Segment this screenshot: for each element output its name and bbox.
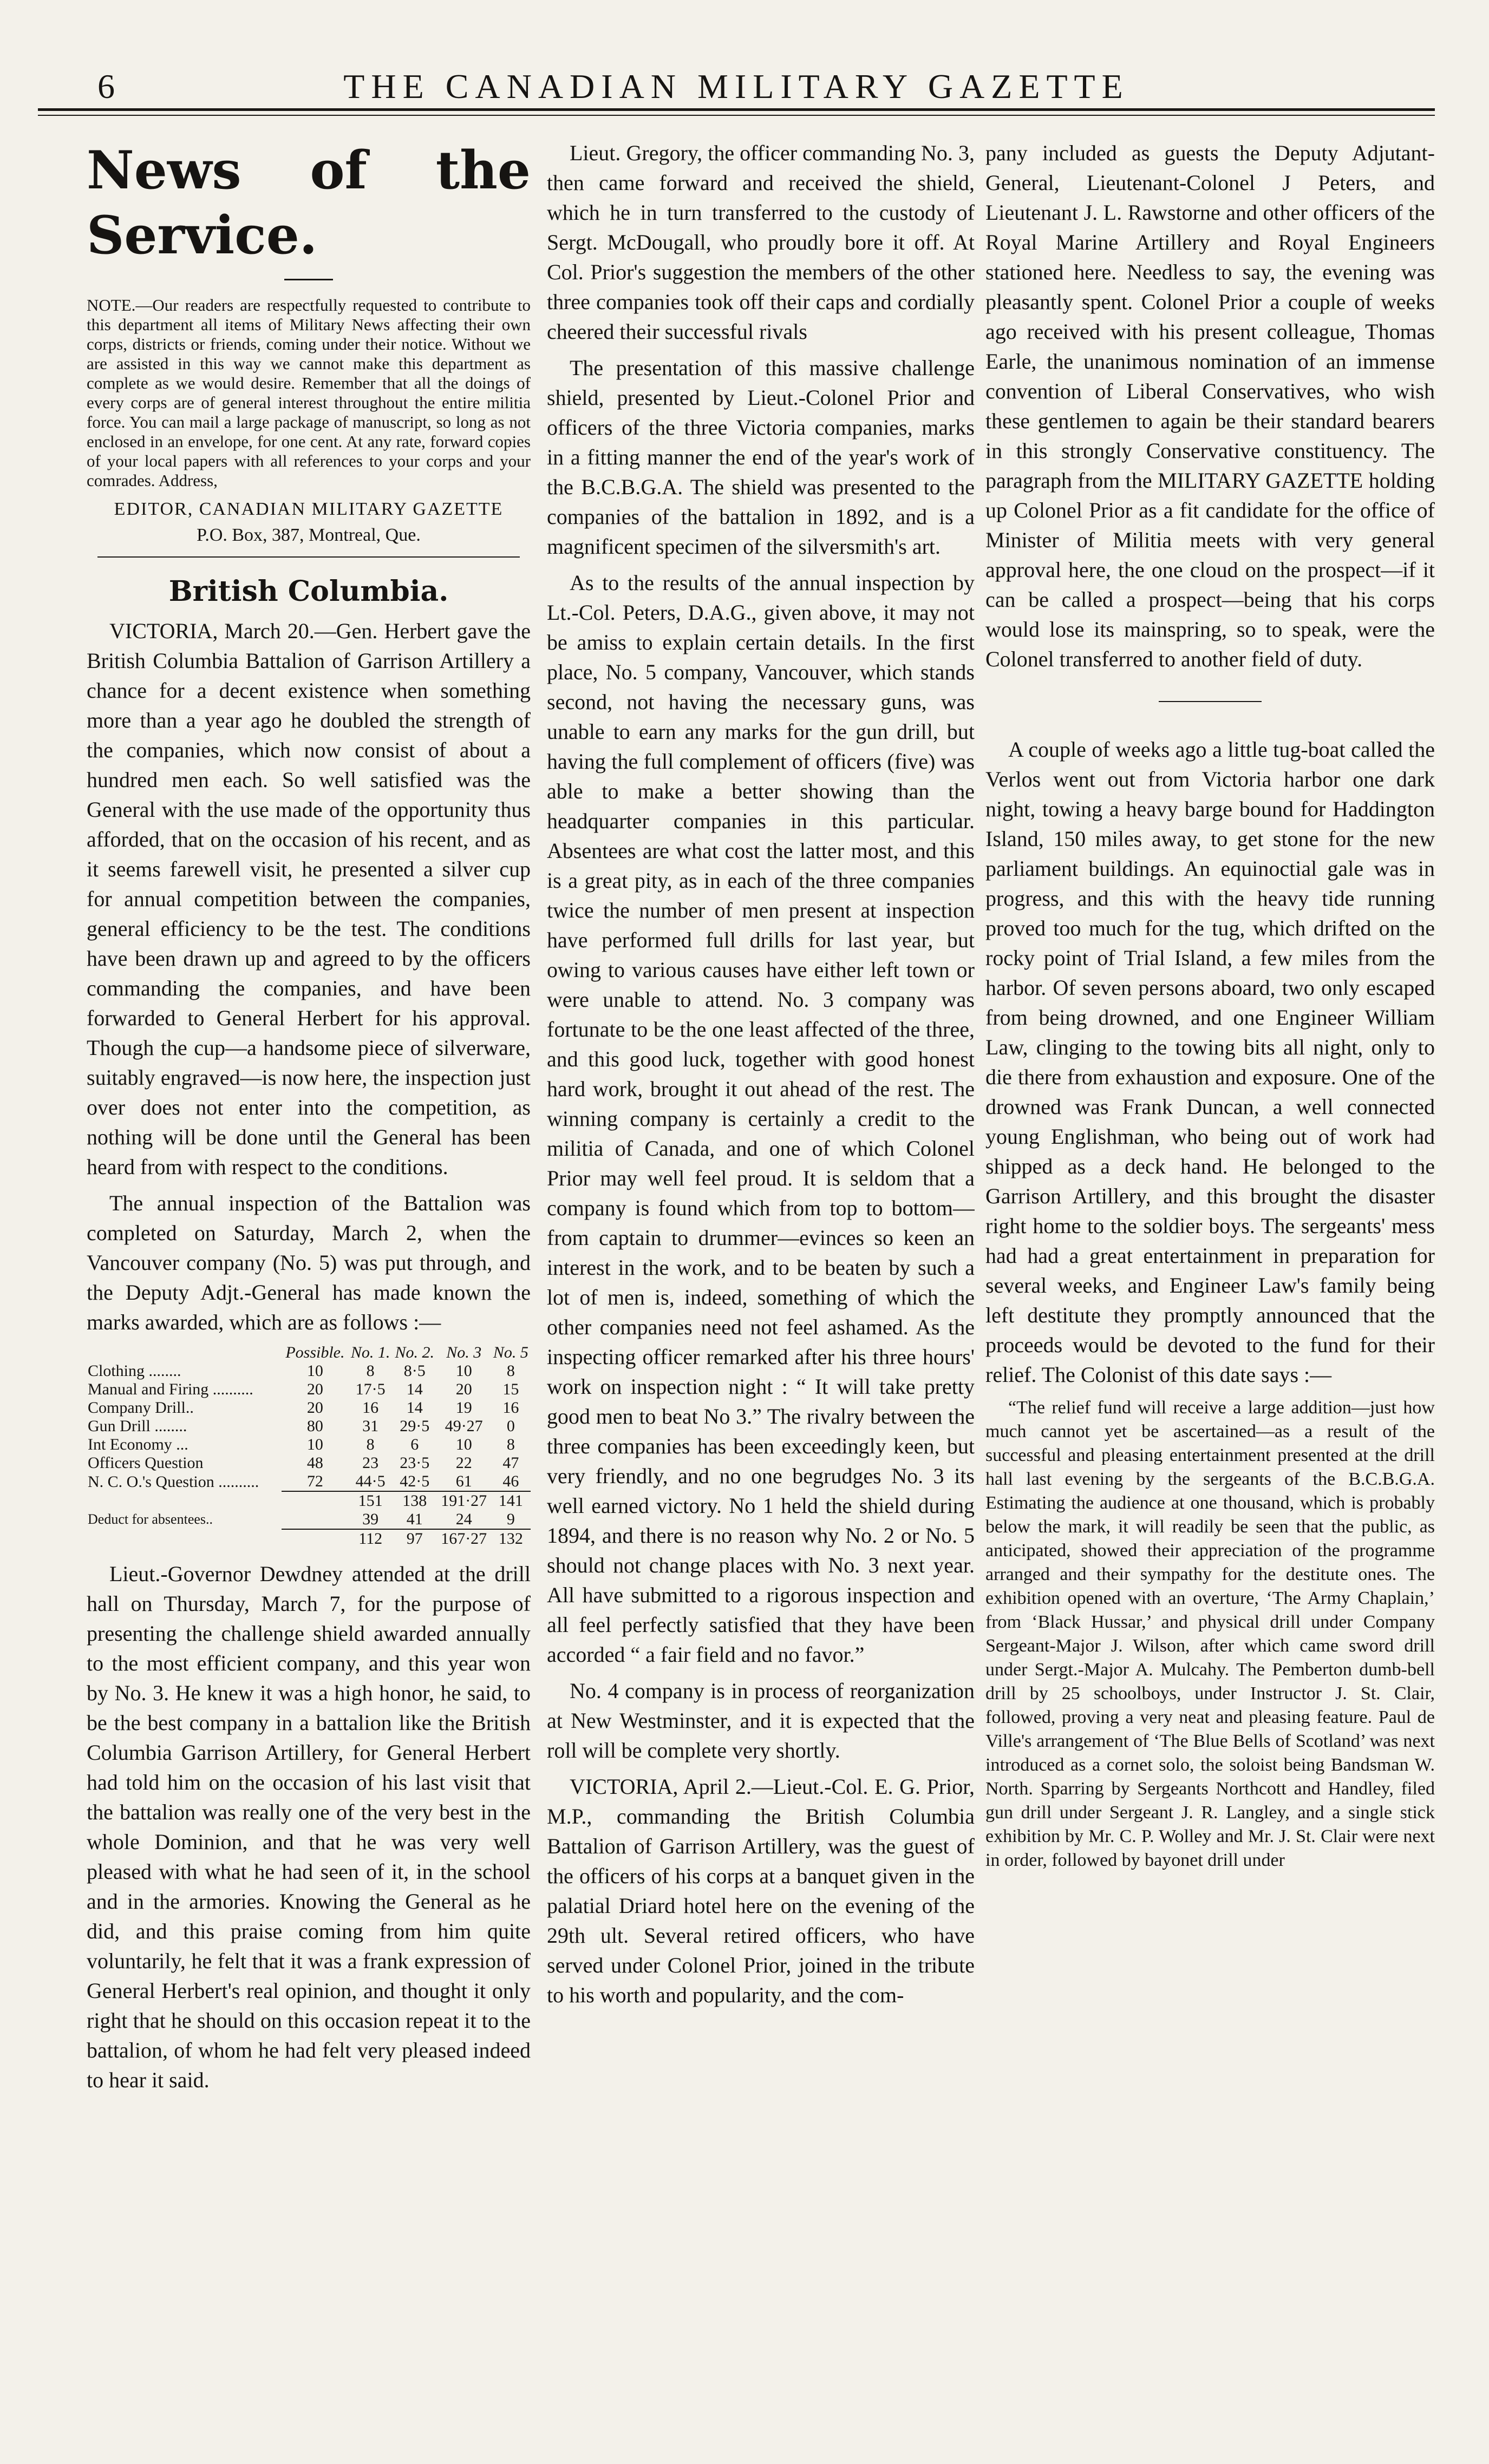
table-deduct-row [87,1510,531,1529]
table-row [87,1436,531,1454]
table-header: Possible. [285,1344,345,1361]
table-cell: 10 [306,1436,323,1453]
table-cell: 20 [455,1380,472,1398]
table-cell: 17·5 [355,1380,386,1398]
table-header [87,1344,282,1362]
table-cell: 20 [306,1399,323,1417]
table-cell: 48 [306,1454,323,1472]
article-paragraph: A couple of weeks ago a little tug-boat called the Verlos went out from Victoria harbor one dark night, towing a heavy barge bound for Haddington Island, 150 miles away, to get stone for the new parliament buildings. An equinoctial gale was in progress, and this with the heavy tide running proved too much for the tug, which drifted on the rocky point of Trial Island, a few miles from the harbor. Of seven persons aboard, two only escaped from being drowned, and one Engineer William Law, clinging to the towing bits all night, only to die there from exhaustion and exposure. One of the drowned was Frank Duncan, a well connected young Englishman, who being out of work had shipped as a deck hand. He belonged to the Garrison Artillery, and this brought the disaster right home to the soldier boys. The sergeants' mess had had a great entertainment in preparation for several weeks, and Engineer Law's family being left destitute they promptly announced that the proceeds would be devoted to the fund for their relief. The Colonist of this date says :— [985,737,1435,1387]
table-cell: 8 [366,1362,375,1380]
table-cell: 10 [306,1362,323,1380]
column-1 [87,138,531,2439]
section-separator [97,556,520,558]
table-cell: 6 [410,1436,419,1453]
article-paragraph: No. 4 company is in process of reorganization at New Westminster, and it is expected that the roll will be complete very shortly. [547,1679,975,1762]
table-cell: 39 [362,1510,379,1528]
table-header-row [87,1344,531,1362]
article-paragraph: As to the results of the annual inspection by Lt.-Col. Peters, D.A.G., given above, it may not be amiss to explain certain details. In the first place, No. 5 company, Vancouver, which stands second, not having the necessary guns, was unable to earn any marks for the gun drill, but having the full complement of officers (five) was able to make a better showing than the headquarter companies in this particular. Absentees are what cost the latter most, and this is a great pity, as in each of the three companies twice the number of men present at inspection have performed full drills for last year, but owing to various causes have either left town or were unable to attend. No. 3 company was fortunate to be the one least affected of the three, and this good luck, together with good honest hard work, brought it out ahead of the rest. The winning company is certainly a credit to the militia of Canada, and one of which Colonel Prior may well feel proud. It is seldom that a company is found which from top to bottom—from captain to drummer—evinces so keen an interest in the work, and to be beaten by such a lot of men is, indeed, something of which the other companies need not feel ashamed. As the inspecting officer remarked after his three hours' work on inspection night : “ It will take pretty good men to beat No 3.” The rivalry between the three companies has been exceedingly keen, but very friendly, and no one begrudges No. 3 its well earned victory. No 1 held the shield during 1894, and there is no reason why No. 2 or No. 5 should not change places with No. 3 next year. All have submitted to a rigorous inspection and all feel perfectly satisfied that they have been accorded “ a fair field and no favor.” [547,571,975,1667]
article-paragraph: The presentation of this massive challenge shield, presented by Lieut.-Colonel Prior and officers of the three Victoria companies, marks in a fitting manner the end of the year's work of the B.C.B.G.A. The shield was presented to the companies of the battalion in 1892, and is a magnificent specimen of the silversmith's art. [547,356,975,559]
table-cell: Officers Question [88,1454,204,1472]
header-rule-thin [38,115,1435,116]
table-cell: 8 [506,1362,515,1380]
table-cell: 138 [393,1491,437,1510]
table-cell: 14 [406,1380,423,1398]
table-cell: 16 [502,1399,519,1417]
article-paragraph: Lieut. Gregory, the officer commanding No. 3, then came forward and received the shield, which he in turn transferred to the custody of Sergt. McDougall, who proudly bore it off. At Col. Prior's suggestion the members of the other three companies took off their caps and cordially cheered their successful rivals [547,141,975,344]
article-paragraph: VICTORIA, March 20.—Gen. Herbert gave the British Columbia Battalion of Garrison Artillery a chance for a decent existence when something more than a year ago he doubled the strength of the companies, which now consist of about a hundred men each. So well satisfied was the General with the use made of the opportunity thus afforded, that on the occasion of his recent, and as it seems farewell visit, he presented a silver cup for annual competition between the companies, general efficiency to be the test. The conditions have been drawn up and agreed to by the officers commanding the companies, and have been forwarded to General Herbert for his approval. Though the cup—a handsome piece of silverware, suitably engraved—is now here, the inspection just over does not enter into the competition, as nothing will be done until the General has been heard from with respect to the conditions. [87,619,531,1179]
table-cell: 23 [362,1454,379,1472]
table-cell: 167·27 [437,1529,491,1548]
table-cell: Gun Drill ........ [88,1417,187,1435]
table-cell [282,1529,348,1548]
article-paragraph: Lieut.-Governor Dewdney attended at the drill hall on Thursday, March 7, for the purpose of presenting the challenge shield awarded annually to the most efficient company, and this year won by No. 3. He knew it was a high honor, he said, to be the best company in a battalion like the British Columbia Garrison Artillery, for General Herbert had told him on the occasion of his last visit that the battalion was really one of the very best in the whole Dominion, and that he was very well pleased with what he had seen of it, in the school and in the armories. Knowing the General as he did, and this praise coming from him quite voluntarily, he felt that it was a frank expression of General Herbert's real opinion, and thought it only right that he should on this occasion repeat it to the battalion, of whom he had felt very pleased indeed to hear it said. [87,1562,531,2092]
table-cell: 8 [506,1436,515,1453]
column-3 [985,138,1435,2439]
table-cell: 46 [502,1472,519,1490]
table-row [87,1454,531,1472]
table-cell: 19 [455,1399,472,1417]
section-title: News of the Service. [87,140,531,266]
table-cell: 80 [306,1417,323,1435]
table-cell: 29·5 [400,1417,430,1435]
quoted-paragraph: “The relief fund will receive a large addition—just how much cannot yet be ascertained—as a result of the successful and pleasing entertainment presented at the drill hall last evening by the sergeants of the B.C.B.G.A. Estimating the audience at one thousand, which is probably below the mark, it will readily be seen that the public, as anticipated, showed their appreciation of the programme arranged and their sympathy for the destitute ones. The exhibition opened with an overture, ‘The Army Chaplain,’ from ‘Black Hussar,’ and physical drill under Company Sergeant-Major J. Wilson, after which came sword drill under Sergt.-Major A. Mulcahy. The Pemberton dumb-bell drill by 25 schoolboys, under Instructor J. St. Clair, followed, proving a very neat and pleasing feature. Paul de Ville's arrangement of ‘The Blue Bells of Scotland’ was next introduced as a cornet solo, the soloist being Bandsman W. North. Sparring by Sergeants Northcott and Handley, filed gun drill under Sergeant J. R. Langley, and a single stick exhibition by Mr. C. P. Wolley and Mr. J. St. Clair were next in order, followed by bayonet drill under [985,1398,1435,1870]
table-cell: 20 [306,1380,323,1398]
table-cell: 191·27 [437,1491,491,1510]
paragraph-separator [1159,701,1262,702]
table-row [87,1472,531,1491]
editor-note: NOTE.—Our readers are respectfully requested to contribute to this department all items of Military News affecting their own corps, districts or friends, coming under their notice. Without we are assisted in this way we cannot make this department as complete as we would desire. Remember that all the doings of every corps are of general interest throughout the entire militia force. You can mail a large package of manuscript, so long as not enclosed in an envelope, for one cent. At any rate, forward copies of your local papers with all references to your corps and your comrades. Address, [87,296,531,490]
table-cell: 23·5 [400,1454,430,1472]
table-cell: N. C. O.'s Question .......... [88,1472,259,1491]
table-cell: 42·5 [400,1472,430,1490]
table-cell: 44·5 [355,1472,386,1490]
table-total-row [87,1529,531,1548]
masthead: THE CANADIAN MILITARY GAZETTE [343,67,1129,106]
title-rule [284,279,333,280]
inspection-marks-table [87,1344,531,1548]
article-heading: British Columbia. [168,575,449,608]
table-cell: 10 [455,1436,472,1453]
column-2 [547,138,975,2439]
table-cell: 10 [455,1362,472,1380]
table-cell: 24 [455,1510,472,1528]
table-cell: Int Economy ... [88,1436,188,1453]
table-header: No. 3 [446,1344,482,1361]
page-number: 6 [97,67,115,106]
table-cell: 22 [455,1454,472,1472]
table-cell: 49·27 [445,1417,483,1435]
table-subtotal-row [87,1491,531,1510]
article-paragraph: VICTORIA, April 2.—Lieut.-Col. E. G. Prior, M.P., commanding the British Columbia Battalion of Garrison Artillery, was the guest of the officers of his corps at a banquet given in the palatial Driard hotel here on the evening of the 29th ult. Several retired officers, who have served under Colonel Prior, joined in the tribute to his worth and popularity, and the com- [547,1774,975,2007]
editor-address-box: P.O. Box, 387, Montreal, Que. [197,525,421,545]
table-header: No. 2. [395,1344,435,1361]
table-cell: 16 [362,1399,379,1417]
table-cell [87,1491,282,1510]
table-header: No. 5 [493,1344,528,1361]
table-cell: 15 [502,1380,519,1398]
table-cell: 132 [491,1529,531,1548]
table-row [87,1380,531,1399]
table-row [87,1362,531,1380]
table-cell: 47 [502,1454,519,1472]
table-cell: 151 [348,1491,393,1510]
table-header: No. 1. [350,1344,390,1361]
editor-address-name: EDITOR, CANADIAN MILITARY GAZETTE [114,499,504,519]
table-cell: Deduct for absentees.. [88,1511,213,1527]
article-paragraph: pany included as guests the Deputy Adjutant-General, Lieutenant-Colonel J Peters, and Lieutenant J. L. Rawstorne and other officers of the Royal Marine Artillery and Royal Engineers stationed here. Needless to say, the evening was pleasantly spent. Colonel Prior a couple of weeks ago received with his present colleague, Thomas Earle, the unanimous nomination of an immense convention of Liberal Conservatives, who wish these gentlemen to again be their standard bearers in this strongly Conservative constituency. The paragraph from the MILITARY GAZETTE holding up Colonel Prior as a fit candidate for the office of Minister of Militia meets with very general approval here, the one cloud on the prospect—if it can be called a prospect—being that his corps would lose its mainspring, so to speak, were the Colonel transferred to another field of duty. [985,141,1435,671]
table-cell: 72 [306,1472,323,1490]
table-cell: 14 [406,1399,423,1417]
header-rule [38,108,1435,111]
table-cell: 112 [348,1529,393,1548]
table-cell: 97 [393,1529,437,1548]
table-cell [87,1529,282,1548]
table-cell: Manual and Firing .......... [88,1380,253,1398]
table-cell: 8 [366,1436,375,1453]
table-row [87,1417,531,1436]
table-cell: 0 [506,1417,515,1435]
table-cell: Clothing ........ [88,1362,181,1380]
table-cell: 8·5 [403,1362,426,1380]
table-cell [282,1491,348,1510]
table-cell: 41 [406,1510,423,1528]
table-cell: 61 [455,1472,472,1490]
table-cell: Company Drill.. [88,1399,194,1417]
page-header [38,65,1435,108]
table-cell: 31 [362,1417,379,1435]
table-cell: 9 [506,1510,515,1528]
table-row [87,1399,531,1417]
table-cell: 141 [491,1491,531,1510]
article-paragraph: The annual inspection of the Battalion was completed on Saturday, March 2, when the Vancouver company (No. 5) was put through, and the Deputy Adjt.-General has made known the marks awarded, which are as follows :— [87,1191,531,1334]
